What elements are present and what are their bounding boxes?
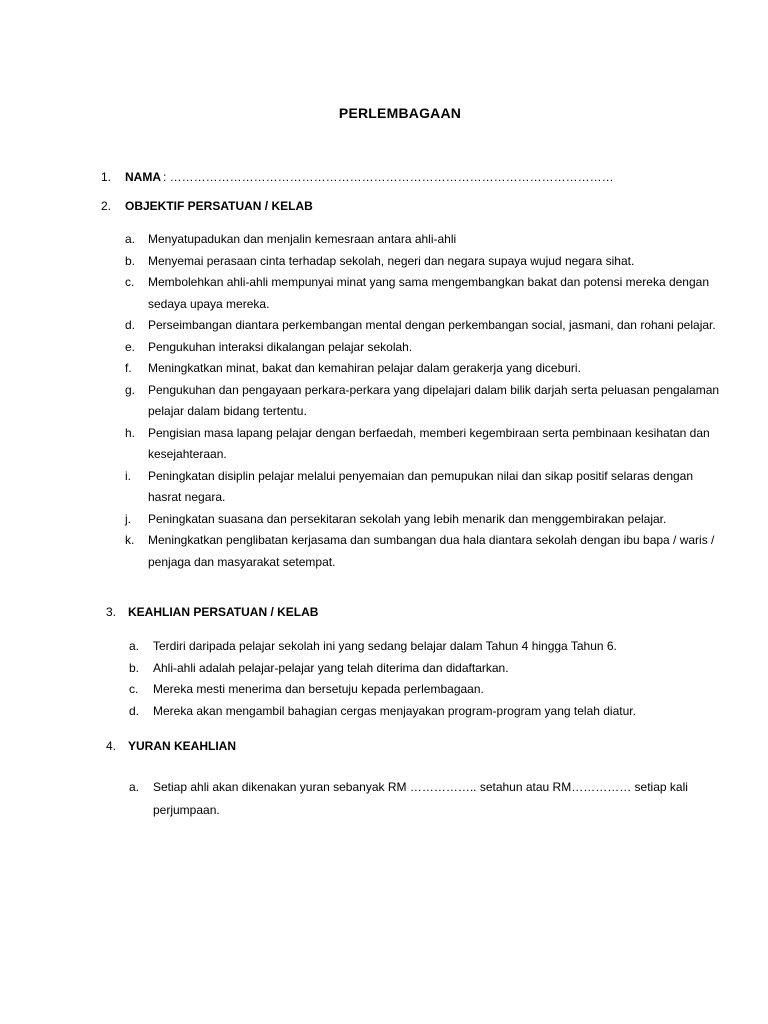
item-letter: k. xyxy=(125,533,135,547)
item-text: Perseimbangan diantara perkembangan mental dengan perkembangan social, jasmani, dan rohani pelajar. xyxy=(148,318,716,332)
item-letter: b. xyxy=(129,660,140,675)
section-yuran xyxy=(0,736,768,822)
item-text: Pengisian masa lapang pelajar dengan berfaedah, memberi kegembiraan serta pembinaan kesihatan dan kesejahteraan. xyxy=(148,425,710,461)
item-letter: e. xyxy=(125,339,136,354)
item-text: Mereka mesti menerima dan bersetuju kepada perlembagaan. xyxy=(153,682,484,696)
fee-list xyxy=(0,776,768,822)
item-text: Terdiri daripada pelajar sekolah ini yang sedang belajar dalam Tahun 4 hingga Tahun 6. xyxy=(153,639,617,653)
item-text: Meningkatkan minat, bakat dan kemahiran pelajar dalam gerakerja yang diceburi. xyxy=(148,361,581,375)
section-title: OBJEKTIF PERSATUAN / KELAB xyxy=(125,199,313,213)
item-text: Menyemai perasaan cinta terhadap sekolah, negeri dan negara supaya wujud negara sihat. xyxy=(148,253,635,268)
membership-list xyxy=(0,636,768,722)
item-text: Pengukuhan dan pengayaan perkara-perkara yang dipelajari dalam bilik darjah serta peluasan pengalaman pelajar dalam bidang tertentu. xyxy=(148,382,720,418)
list-item xyxy=(0,315,768,337)
item-text: Pengukuhan interaksi dikalangan pelajar sekolah. xyxy=(148,339,413,354)
list-item xyxy=(0,530,768,573)
item-text: Peningkatan suasana dan persekitaran sekolah yang lebih menarik dan menggembirakan pelajar. xyxy=(148,511,667,526)
item-letter: a. xyxy=(129,639,140,653)
list-item xyxy=(0,337,768,359)
item-text: Ahli-ahli adalah pelajar-pelajar yang telah diterima dan didaftarkan. xyxy=(153,660,509,675)
item-letter: d. xyxy=(129,703,140,718)
section-number: 1. xyxy=(101,170,112,184)
list-item xyxy=(0,636,768,658)
item-letter: c. xyxy=(129,682,139,696)
item-text: Setiap ahli akan dikenakan yuran sebanyak RM …………….. setahun atau RM…………… setiap kali perjumpaan. xyxy=(153,780,688,817)
item-letter: j. xyxy=(125,511,131,526)
list-item xyxy=(0,358,768,380)
item-text: Menyatupadukan dan menjalin kemesraan antara ahli-ahli xyxy=(148,232,457,246)
section-heading xyxy=(0,736,768,756)
section-title: NAMA xyxy=(125,170,161,184)
section-title: YURAN KEAHLIAN xyxy=(128,739,236,753)
section-heading xyxy=(0,196,768,216)
item-letter: a. xyxy=(129,780,140,794)
list-item xyxy=(0,658,768,680)
item-letter: h. xyxy=(125,425,136,440)
item-letter: i. xyxy=(125,468,131,483)
section-objektif xyxy=(0,196,768,573)
list-item xyxy=(0,509,768,531)
section-number: 4. xyxy=(106,739,117,753)
list-item xyxy=(0,251,768,273)
item-text: Membolehkan ahli-ahli mempunyai minat yang sama mengembangkan bakat dan potensi mereka dengan sedaya upaya mereka. xyxy=(148,275,709,311)
list-item xyxy=(0,229,768,251)
list-item xyxy=(0,272,768,315)
section-number: 2. xyxy=(101,199,112,213)
list-item xyxy=(0,380,768,423)
item-text: Peningkatan disiplin pelajar melalui penyemaian dan pemupukan nilai dan sikap positif selaras dengan hasrat negara. xyxy=(148,468,694,504)
list-item xyxy=(0,701,768,723)
objective-list xyxy=(0,229,768,573)
item-letter: g. xyxy=(125,382,136,397)
item-text: Mereka akan mengambil bahagian cergas menjayakan program-program yang telah diatur. xyxy=(153,703,636,718)
list-item xyxy=(0,679,768,701)
section-nama xyxy=(0,167,768,187)
item-letter: f. xyxy=(125,361,132,375)
section-heading xyxy=(0,602,768,622)
section-keahlian xyxy=(0,602,768,722)
document-title: PERLEMBAGAAN xyxy=(338,105,462,121)
section-heading xyxy=(0,167,768,187)
item-letter: a. xyxy=(125,232,136,246)
item-letter: c. xyxy=(125,275,135,289)
list-item xyxy=(0,466,768,509)
section-title: KEAHLIAN PERSATUAN / KELAB xyxy=(128,605,319,619)
list-item xyxy=(0,776,768,822)
item-text: Meningkatkan penglibatan kerjasama dan sumbangan dua hala diantara sekolah dengan ibu bapa / waris / penjaga dan masyarakat setempat. xyxy=(148,533,715,569)
list-item xyxy=(0,423,768,466)
item-letter: b. xyxy=(125,253,136,268)
name-blank-line: : ………………………………………………………………………………………………… xyxy=(163,170,614,184)
section-number: 3. xyxy=(106,605,117,619)
item-letter: d. xyxy=(125,318,136,332)
